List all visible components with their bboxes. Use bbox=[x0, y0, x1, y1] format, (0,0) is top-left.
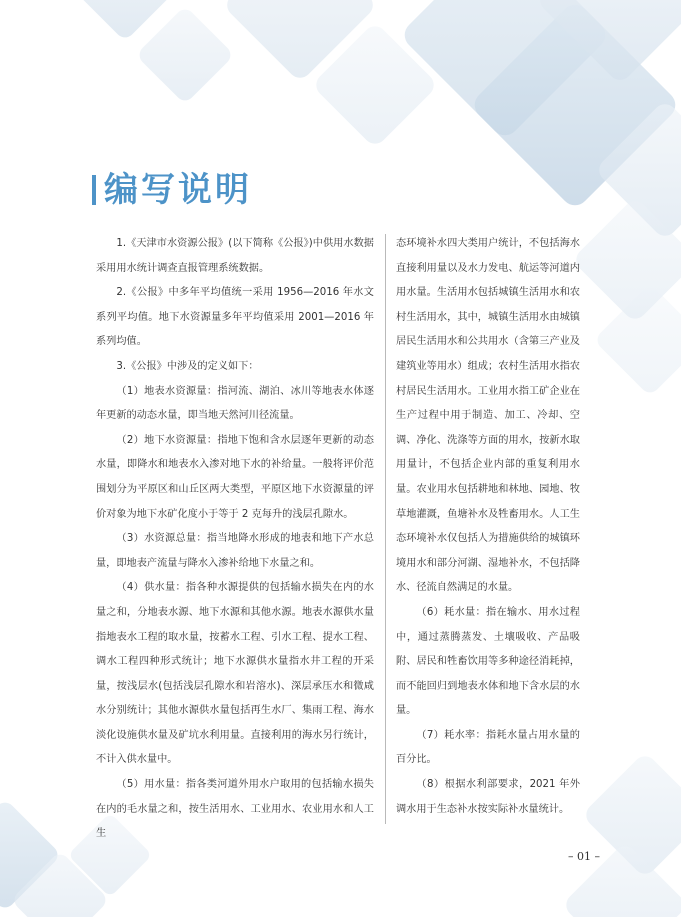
paragraph: 态环境补水四大类用户统计，不包括海水直接利用量以及水力发电、航运等河道内用水量。生活用水包括城镇生活用水和农村生活用水，其中，城镇生活用水由城镇居民生活用水和公共用水（含第三产业及建筑业等用水）组成；农村生活用水指农村居民生活用水。工业用水指工矿企业在生产过程中用于制造、加工、冷却、空调、净化、洗涤等方面的用水，按新水取用量计，不包括企业内部的重复利用水量。农业用水包括耕地和林地、园地、牧草地灌溉，鱼塘补水及牲畜用水。人工生态环境补水仅包括人为措施供给的城镇环境用水和部分河湖、湿地补水，不包括降水、径流自然满足的水量。 bbox=[396, 238, 580, 594]
paragraph: （7）耗水率：指耗水量占用水量的百分比。 bbox=[396, 729, 580, 766]
paragraph: （1）地表水资源量：指河流、湖泊、冰川等地表水体逐年更新的动态水量，即当地天然河川径流量。 bbox=[96, 385, 374, 422]
column-divider bbox=[385, 234, 386, 824]
paragraph: 3.《公报》中涉及的定义如下： bbox=[116, 360, 259, 372]
left-column bbox=[96, 232, 374, 847]
paragraph: （6）耗水量：指在输水、用水过程中，通过蒸腾蒸发、土壤吸收、产品吸附、居民和牲畜饮用等多种途径消耗掉，而不能回归到地表水体和地下含水层的水量。 bbox=[396, 606, 580, 717]
page-number: – 01 – bbox=[568, 850, 600, 863]
page-title bbox=[92, 170, 252, 210]
page-title-text: 编写说明 bbox=[104, 170, 252, 210]
paragraph: 1.《天津市水资源公报》(以下简称《公报》)中供用水数据采用用水统计调查直报管理系统数据。 bbox=[96, 238, 374, 274]
paragraph: （4）供水量：指各种水源提供的包括输水损失在内的水量之和，分地表水源、地下水源和其他水源。地表水源供水量指地表水工程的取水量，按蓄水工程、引水工程、提水工程、调水工程四种形式统计；地下水源供水量指水井工程的开采量，按浅层水(包括浅层孔隙水和岩溶水)、深层承压水和微咸水分别统计；其他水源供水量包括再生水厂、集雨工程、海水淡化设施供水量及矿坑水利用量。直接利用的海水另行统计，不计入供水量中。 bbox=[96, 582, 374, 766]
paragraph: （5）用水量：指各类河道外用水户取用的包括输水损失在内的毛水量之和，按生活用水、工业用水、农业用水和人工生 bbox=[96, 779, 374, 840]
right-column bbox=[396, 232, 580, 822]
paragraph: （8）根据水利部要求，2021 年外调水用于生态补水按实际补水量统计。 bbox=[396, 779, 580, 815]
title-accent-bar bbox=[92, 175, 96, 205]
paragraph: 2.《公报》中多年平均值统一采用 1956—2016 年水文系列平均值。地下水资源量多年平均值采用 2001—2016 年系列均值。 bbox=[96, 287, 374, 348]
paragraph: （3）水资源总量：指当地降水形成的地表和地下产水总量，即地表产流量与降水入渗补给地下水量之和。 bbox=[96, 533, 374, 569]
paragraph: （2）地下水资源量：指地下饱和含水层逐年更新的动态水量，即降水和地表水入渗对地下水的补给量。一般将评价范围划分为平原区和山丘区两大类型，平原区地下水资源量的评价对象为地下水矿化度小于等于 2 克每升的浅层孔隙水。 bbox=[96, 434, 374, 520]
